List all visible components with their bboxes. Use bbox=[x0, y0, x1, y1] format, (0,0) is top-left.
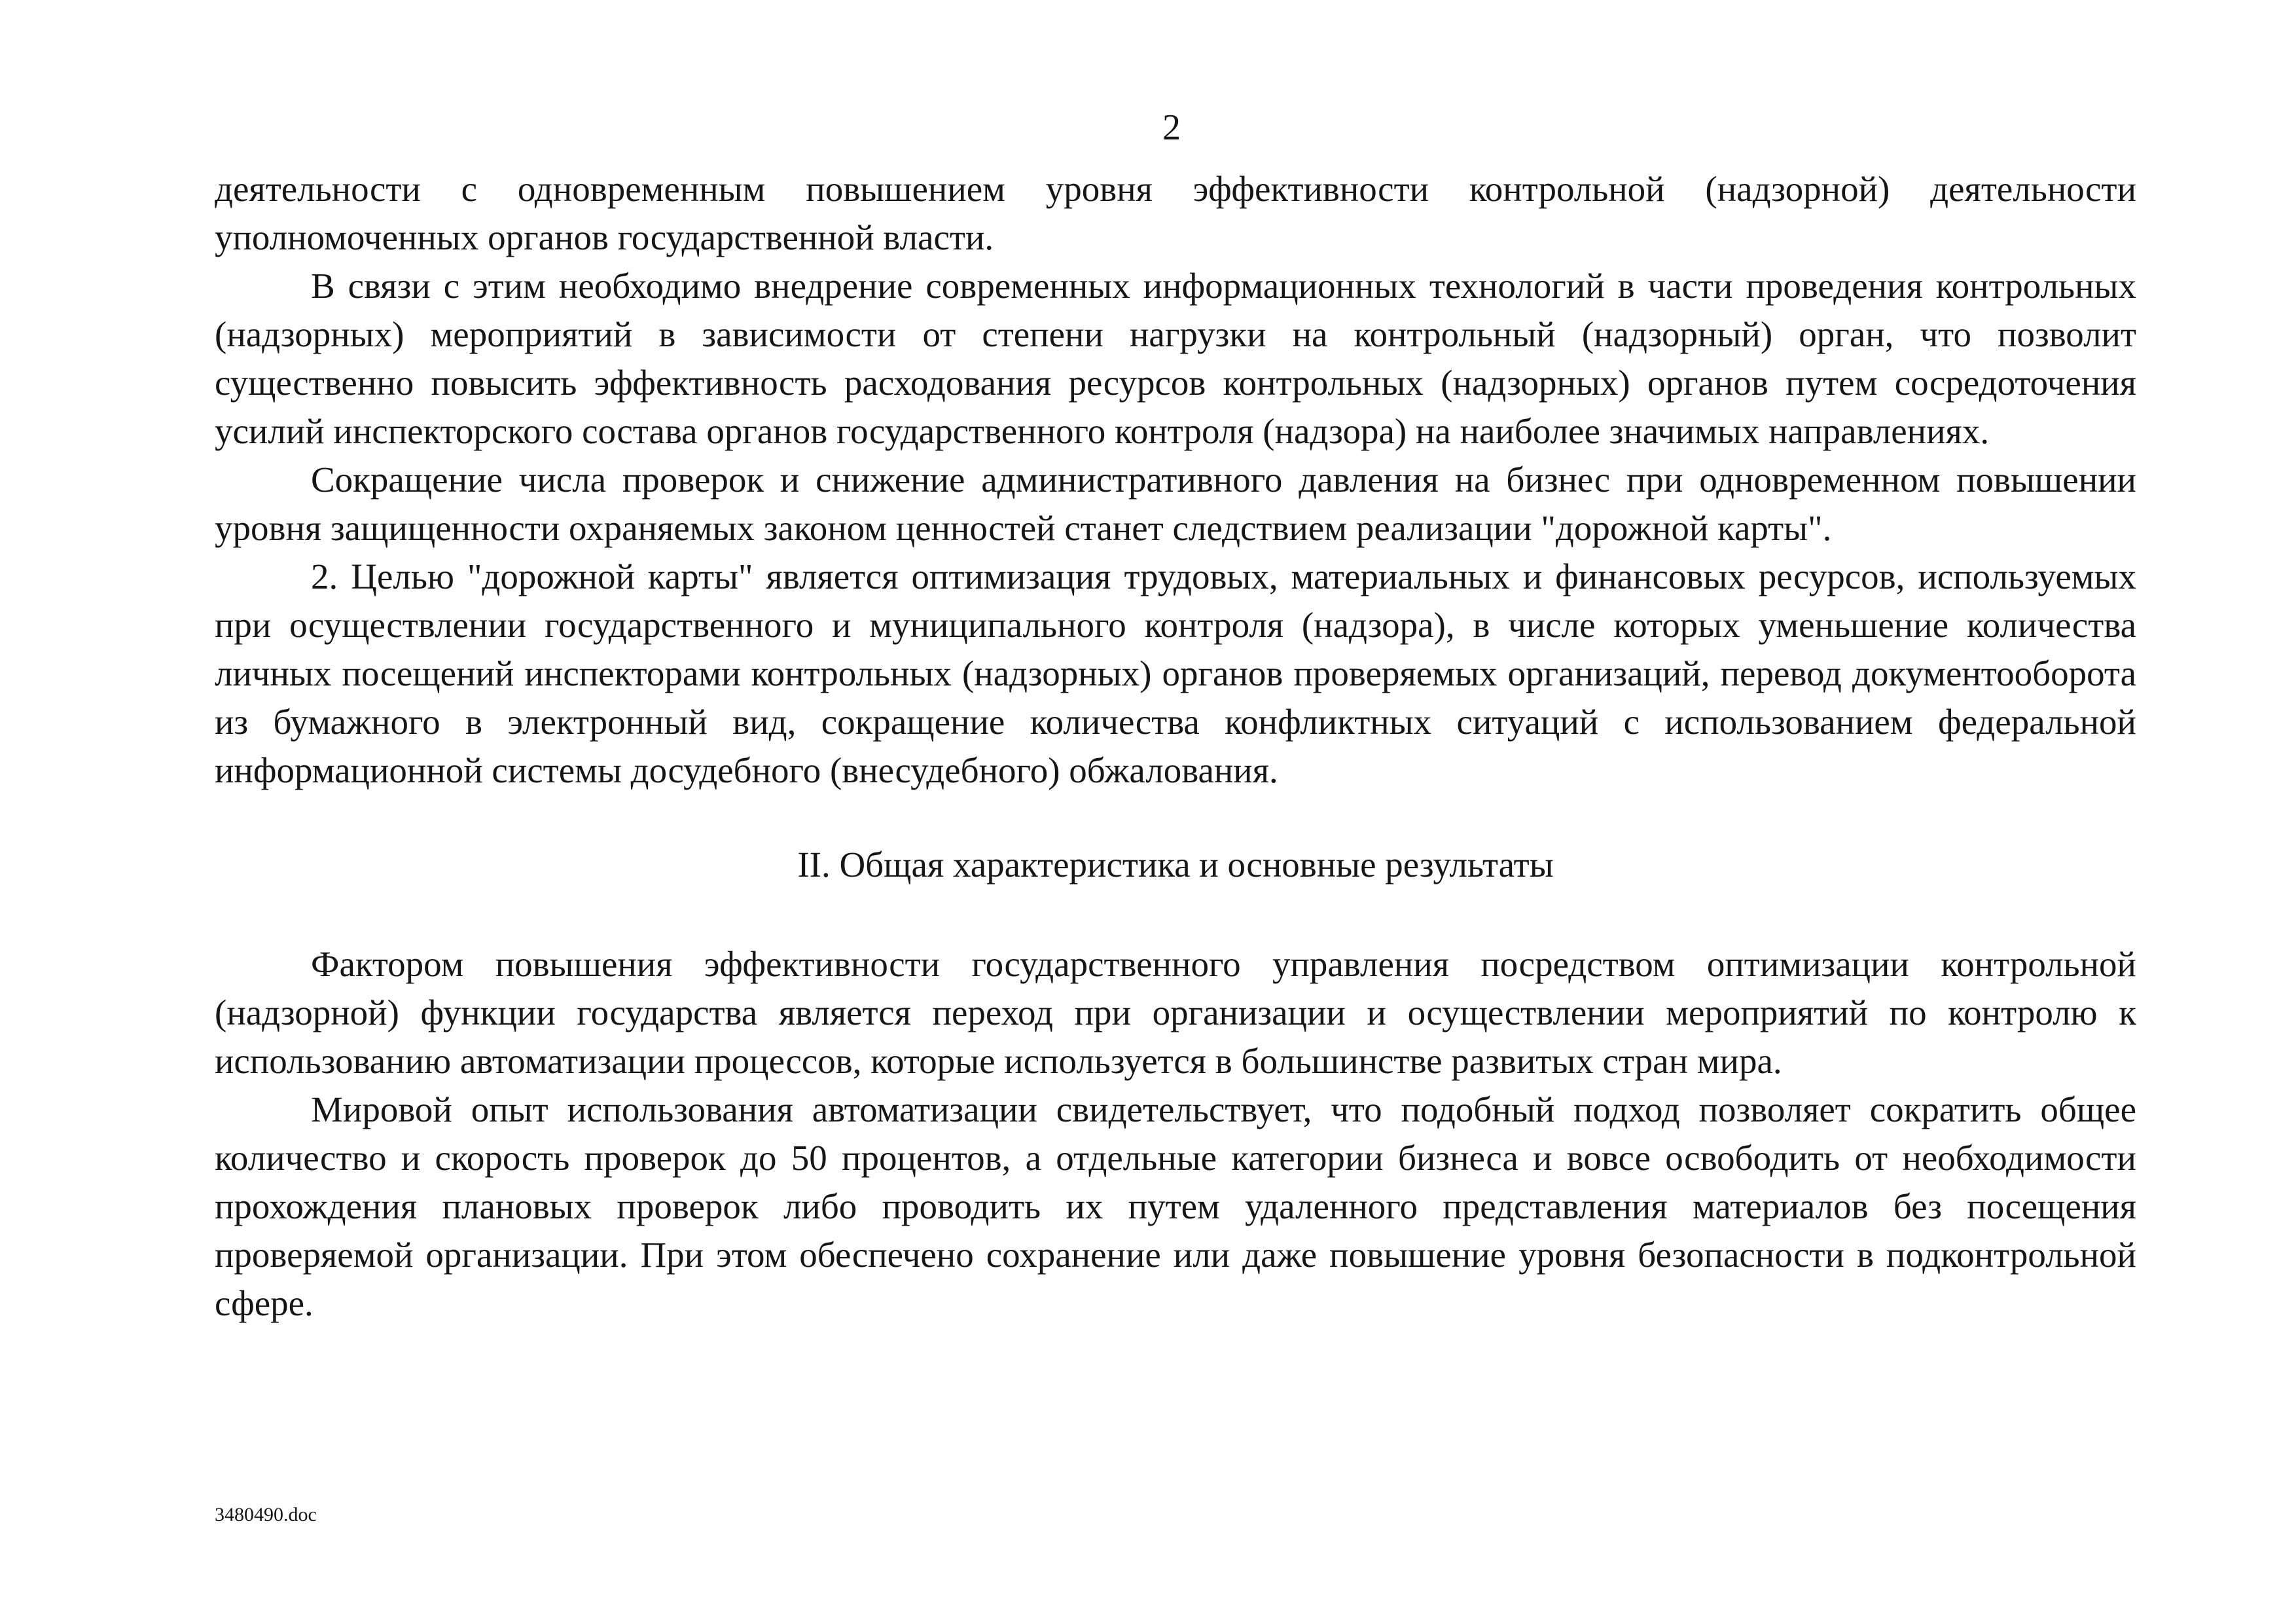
paragraph-efficiency-factor: Фактором повышения эффективности государственного управления посредством оптимизации контрольной (надзорной) функции государства является переход при организации и осуществлении мероприятий по контролю к использованию автоматизации процессов, которые используется в большинстве развитых стран мира. bbox=[215, 944, 2136, 1081]
section-heading: II. Общая характеристика и основные результаты bbox=[797, 845, 1554, 884]
document-body bbox=[215, 165, 2136, 1328]
paragraph-it-technologies: В связи с этим необходимо внедрение современных информационных технологий в части проведения контрольных (надзорных) мероприятий в зависимости от степени нагрузки на контрольный (надзорный) орган, что позволит существенно повысить эффективность расходования ресурсов контрольных (надзорных) органов путем сосредоточения усилий инспекторского состава органов государственного контроля (надзора) на наиболее значимых направлениях. bbox=[215, 266, 2136, 451]
paragraph-inspection-reduction: Сокращение числа проверок и снижение административного давления на бизнес при одновременном повышении уровня защищенности охраняемых законом ценностей станет следствием реализации "дорожной карты". bbox=[215, 460, 2136, 548]
paragraph-roadmap-goal: 2. Целью "дорожной карты" является оптимизация трудовых, материальных и финансовых ресурсов, используемых при осуществлении государственного и муниципального контроля (надзора), в числе которых уменьшение количества личных посещений инспекторами контрольных (надзорных) органов проверяемых организаций, перевод документооборота из бумажного в электронный вид, сокращение количества конфликтных ситуаций с использованием федеральной информационной системы досудебного (внесудебного) обжалования. bbox=[215, 556, 2136, 790]
footer-filename: 3480490.doc bbox=[215, 1504, 317, 1525]
paragraph-continuation: деятельности с одновременным повышением уровня эффективности контрольной (надзорной) деятельности уполномоченных органов государственной власти. bbox=[215, 169, 2136, 257]
page-number: 2 bbox=[1162, 107, 1181, 148]
paragraph-world-experience: Мировой опыт использования автоматизации свидетельствует, что подобный подход позволяет сократить общее количество и скорость проверок до 50 процентов, а отдельные категории бизнеса и вовсе освободить от необходимости прохождения плановых проверок либо проводить их путем удаленного представления материалов без посещения проверяемой организации. При этом обеспечено сохранение или даже повышение уровня безопасности в подконтрольной сфере. bbox=[215, 1089, 2136, 1323]
